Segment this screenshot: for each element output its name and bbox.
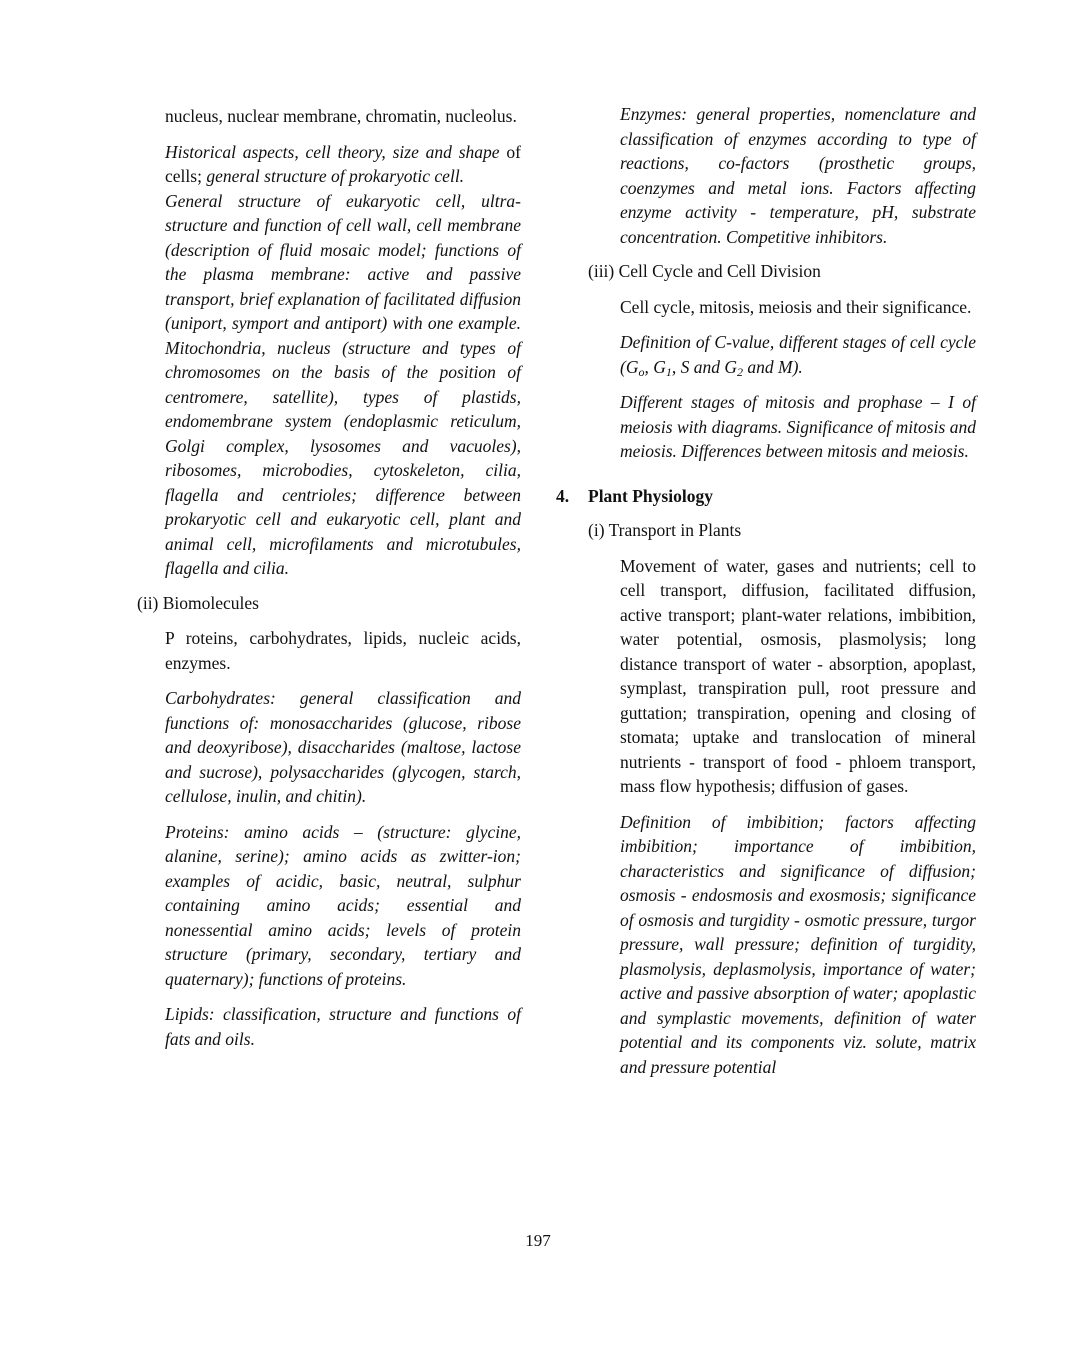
c-value-text-4: and M). [743, 356, 803, 377]
left-para-historical-c: general structure of prokaryotic cell. [206, 166, 465, 186]
right-para-movement: Movement of water, gases and nutrients; cell to cell transport, diffusion, facilitated diffusion, active transport; plant-water relations, imbibition, water potential, osmosis, plasmolysis; long distance transport of water - absorption, apoplast, symplast, transpiration pull, root pressure and guttation; transpiration, opening and closing of stomata; uptake and translocation of mineral nutrients - transport of food - phloem transport, mass flow hypothesis; diffusion of gases. [620, 555, 976, 796]
right-para-mitosis-stages: Different stages of mitosis and prophase – I of meiosis with diagrams. Significance of mitosis and meiosis. Differences between mitosis and meiosis. [620, 392, 976, 461]
left-para-historical [165, 140, 521, 189]
page-number: 197 [525, 1231, 551, 1250]
left-para-eukaryotic: General structure of eukaryotic cell, ultra-structure and function of cell wall, cell membrane (description of fluid mosaic model; functions of the plasma membrane: active and passive transport, brief explanation of facilitated diffusion (uniport, symport and antiport) with one example. Mitochondria, nucleus (structure and types of chromosomes on the basis of the position of centromere, satellite), types of plastids, endomembrane system (endoplasmic reticulum, Golgi complex, lysosomes and vacuoles), ribosomes, microbodies, cytoskeleton, cilia, flagella and centrioles; difference between prokaryotic cell and eukaryotic cell, plant and animal cell, microfilaments and microtubules, flagella and cilia. [165, 190, 521, 578]
left-para-carbohydrates: Carbohydrates: general classification and functions of: monosaccharides (glucose, ribose and deoxyribose), disaccharides (maltose, lactose and sucrose), polysaccharides (glycogen, starch, cellulose, inulin, and chitin). [165, 688, 521, 806]
c-value-text-1: Definition of C-value, different stages of cell cycle (G [620, 332, 976, 377]
left-para-lipids: Lipids: classification, structure and functions of fats and oils. [165, 1004, 521, 1049]
section-number: 4. [556, 485, 570, 506]
left-para-historical-a: Historical aspects, cell theory, size and shape [165, 141, 500, 162]
c-value-text-3: , S and G [671, 356, 737, 377]
c-value-sub-2: 2 [737, 364, 743, 379]
left-para-proteins: Proteins: amino acids – (structure: glycine, alanine, serine); amino acids as zwitter-ion; examples of acidic, basic, neutral, sulphur containing amino acids; essential and nonessential amino acids; levels of protein structure (primary, secondary, tertiary and quaternary); functions of proteins. [165, 821, 521, 989]
subsection-cell-cycle: (iii) Cell Cycle and Cell Division [588, 261, 821, 281]
left-para-proteins-list: P roteins, carbohydrates, lipids, nucleic acids, enzymes. [165, 628, 521, 673]
subsection-transport: (i) Transport in Plants [588, 520, 742, 540]
section-title: Plant Physiology [588, 485, 713, 506]
left-para-nucleus: nucleus, nuclear membrane, chromatin, nucleolus. [165, 106, 517, 126]
left-column [137, 104, 521, 1051]
c-value-sub-1: 1 [665, 364, 672, 379]
right-para-c-value [620, 330, 976, 379]
right-column [556, 102, 976, 1079]
left-para-historical-b: of cells; [165, 141, 522, 186]
c-value-text-2: , G [644, 356, 666, 377]
subsection-biomolecules: (ii) Biomolecules [137, 592, 259, 613]
c-value-sub-0: o [638, 364, 645, 379]
section-heading-plant-physiology [556, 484, 976, 509]
right-para-enzymes: Enzymes: general properties, nomenclature and classification of enzymes according to type of reactions, co-factors (prosthetic groups, coenzymes and metal ions. Factors affecting enzyme activity - temperature, pH, substrate concentration. Competitive inhibitors. [620, 104, 976, 247]
right-para-cell-cycle: Cell cycle, mitosis, meiosis and their significance. [620, 296, 972, 317]
right-para-imbibition: Definition of imbibition; factors affecting imbibition; importance of imbibition, characteristics and significance of diffusion; osmosis - endosmosis and exosmosis; significance of osmosis and turgidity - osmotic pressure, turgor pressure, wall pressure; definition of turgidity, plasmolysis, deplasmolysis, importance of water; active and passive absorption of water; apoplastic and symplastic movements, definition of water potential and its components viz. solute, matrix and pressure potential [620, 811, 976, 1077]
